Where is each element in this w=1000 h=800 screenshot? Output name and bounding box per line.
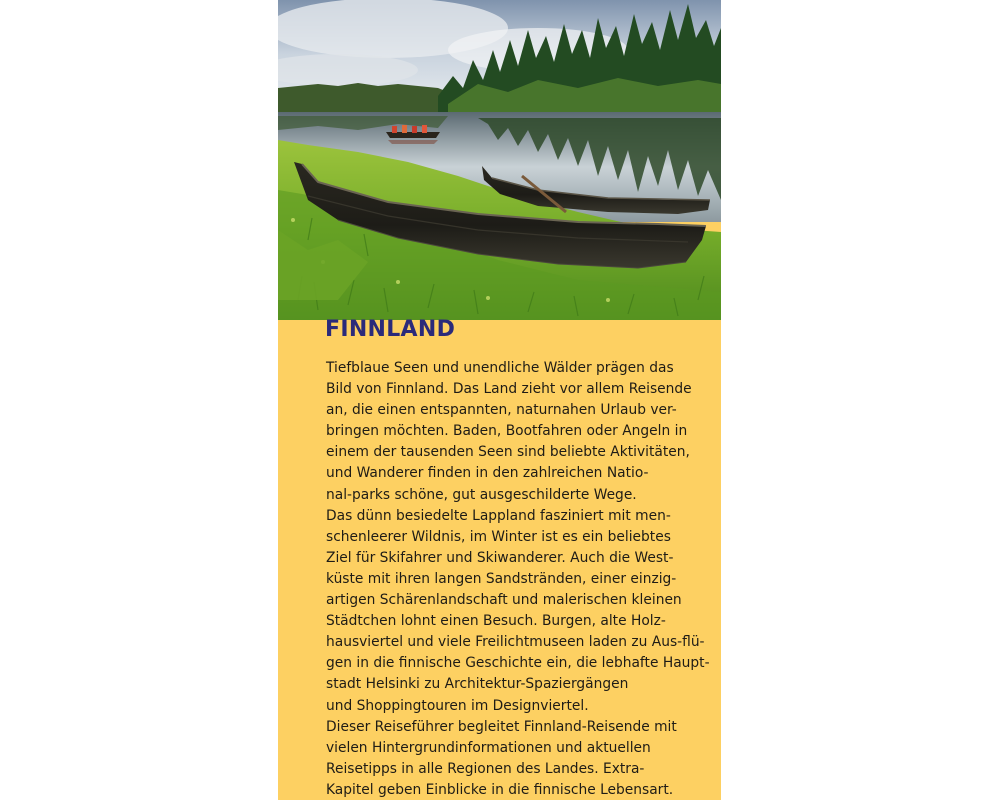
description-line: küste mit ihren langen Sandstränden, einer einzig- xyxy=(326,570,677,587)
description-line: Bild von Finnland. Das Land zieht vor allem Reisende xyxy=(326,381,692,398)
cover-photo-lake-boats xyxy=(278,0,721,320)
description-line: hausviertel und viele Freilichtmuseen laden zu Aus-flü- xyxy=(326,634,705,651)
description-line: an, die einen entspannten, naturnahen Urlaub ver- xyxy=(326,402,677,419)
description-line: Städtchen lohnt einen Besuch. Burgen, alte Holz- xyxy=(326,613,666,630)
description-line: Tiefblaue Seen und unendliche Wälder prägen das xyxy=(326,360,674,376)
description-panel xyxy=(278,317,721,800)
description-line: Kapitel geben Einblicke in die finnische Lebensart. xyxy=(326,781,674,798)
description-line: Dieser Reiseführer begleitet Finnland-Reisende mit xyxy=(326,718,677,735)
description-line: Das dünn besiedelte Lappland fasziniert mit men- xyxy=(326,507,671,524)
description-line: gen in die finnische Geschichte ein, die lebhafte Haupt- xyxy=(326,655,710,672)
description-line: artigen Schärenlandschaft und malerischen kleinen xyxy=(326,592,682,609)
description-line: vielen Hintergrundinformationen und aktuellen xyxy=(326,739,651,756)
description-line: und Shoppingtouren im Designviertel. xyxy=(326,697,589,714)
description-line: Ziel für Skifahrer und Skiwanderer. Auch die West- xyxy=(326,549,674,566)
description-line: stadt Helsinki zu Architektur-Spaziergängen xyxy=(326,676,629,693)
cover-title: FINNLAND xyxy=(325,317,456,342)
description-line: bringen möchten. Baden, Bootfahren oder Angeln in xyxy=(326,423,688,440)
description-line: schenleerer Wildnis, im Winter ist es ein beliebtes xyxy=(326,528,671,545)
description-line: Reisetipps in alle Regionen des Landes. Extra- xyxy=(326,760,645,777)
description-line: einem der tausenden Seen sind beliebte Aktivitäten, xyxy=(326,444,690,461)
description-line: und Wanderer finden in den zahlreichen Natio- xyxy=(326,465,649,482)
description-line: nal-parks schöne, gut ausgeschilderte Wege. xyxy=(326,486,637,503)
cover-description xyxy=(326,358,716,800)
book-cover xyxy=(278,0,721,800)
